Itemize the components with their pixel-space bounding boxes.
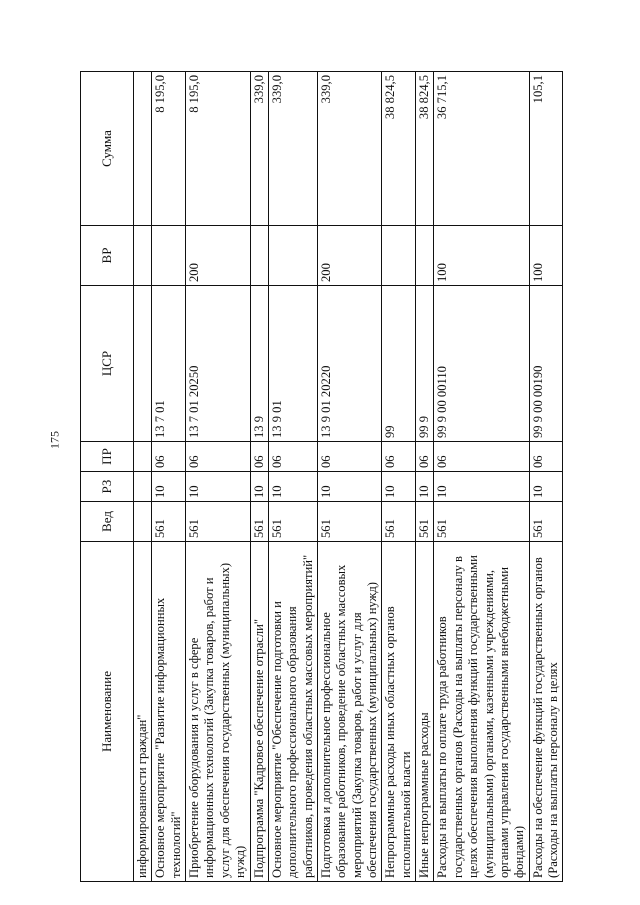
header-rz: РЗ <box>81 472 134 502</box>
cell-pr: 06 <box>268 442 317 472</box>
cell-pr: 06 <box>317 442 381 472</box>
cell-ved: 561 <box>529 502 563 542</box>
cell-rz <box>134 472 152 502</box>
table-row <box>317 72 381 882</box>
cell-sum: 105,1 <box>529 72 563 226</box>
cell-name: Непрограммные расходы иных областных органов исполнительной власти <box>382 542 416 882</box>
table-row <box>268 72 317 882</box>
cell-sum: 8 195,0 <box>152 72 186 226</box>
table-row <box>186 72 250 882</box>
cell-rz: 10 <box>152 472 186 502</box>
cell-csr: 99 <box>382 286 416 442</box>
cell-ved: 561 <box>416 502 434 542</box>
cell-csr: 13 7 01 <box>152 286 186 442</box>
cell-pr: 06 <box>250 442 268 472</box>
cell-name: Основное мероприятие "Развитие информационных технологий" <box>152 542 186 882</box>
table-row <box>382 72 416 882</box>
cell-name: Иные непрограммные расходы <box>416 542 434 882</box>
cell-csr <box>134 286 152 442</box>
cell-rz: 10 <box>416 472 434 502</box>
cell-vr <box>382 226 416 286</box>
cell-ved: 561 <box>186 502 250 542</box>
table-row <box>250 72 268 882</box>
cell-rz: 10 <box>529 472 563 502</box>
page-number: 175 <box>47 431 62 449</box>
cell-ved: 561 <box>152 502 186 542</box>
cell-rz: 10 <box>382 472 416 502</box>
cell-name: Приобретение оборудования и услуг в сфере информационных технологий (Закупка товаров, работ и услуг для обеспечения государственных (муниципальных) нужд) <box>186 542 250 882</box>
cell-vr <box>152 226 186 286</box>
table-header-row <box>81 72 134 882</box>
cell-csr: 99 9 00 00190 <box>529 286 563 442</box>
cell-csr: 13 9 01 20220 <box>317 286 381 442</box>
cell-pr <box>134 442 152 472</box>
header-name: Наименование <box>81 542 134 882</box>
cell-sum: 38 824,5 <box>382 72 416 226</box>
cell-csr: 13 7 01 20250 <box>186 286 250 442</box>
cell-vr: 200 <box>186 226 250 286</box>
cell-csr: 99 9 <box>416 286 434 442</box>
cell-name: Основное мероприятие "Обеспечение подготовки и дополнительного профессионального образования работников, проведения областных массовых мероприятий" <box>268 542 317 882</box>
cell-rz: 10 <box>434 472 529 502</box>
table-row <box>416 72 434 882</box>
budget-table-container <box>80 72 608 882</box>
cell-vr <box>134 226 152 286</box>
cell-vr <box>250 226 268 286</box>
cell-vr: 200 <box>317 226 381 286</box>
header-vr: ВР <box>81 226 134 286</box>
cell-csr: 99 9 00 00110 <box>434 286 529 442</box>
cell-ved: 561 <box>250 502 268 542</box>
table-row <box>134 72 152 882</box>
cell-vr: 100 <box>529 226 563 286</box>
cell-sum: 36 715,1 <box>434 72 529 226</box>
cell-rz: 10 <box>250 472 268 502</box>
cell-ved: 561 <box>434 502 529 542</box>
header-pr: ПР <box>81 442 134 472</box>
cell-ved <box>134 502 152 542</box>
cell-pr: 06 <box>186 442 250 472</box>
cell-sum: 339,0 <box>250 72 268 226</box>
cell-name: Подпрограмма "Кадровое обеспечение отрасли" <box>250 542 268 882</box>
table-row <box>529 72 563 882</box>
cell-name: информированности граждан" <box>134 542 152 882</box>
cell-vr <box>416 226 434 286</box>
cell-sum: 8 195,0 <box>186 72 250 226</box>
table-row <box>152 72 186 882</box>
cell-sum: 38 824,5 <box>416 72 434 226</box>
table-row <box>434 72 529 882</box>
cell-csr: 13 9 <box>250 286 268 442</box>
header-sum: Сумма <box>81 72 134 226</box>
cell-rz: 10 <box>268 472 317 502</box>
cell-pr: 06 <box>152 442 186 472</box>
cell-name: Расходы на обеспечение функций государственных органов (Расходы на выплаты персоналу в целях <box>529 542 563 882</box>
budget-table <box>80 71 563 882</box>
cell-csr: 13 9 01 <box>268 286 317 442</box>
cell-sum: 339,0 <box>268 72 317 226</box>
cell-pr: 06 <box>382 442 416 472</box>
cell-ved: 561 <box>382 502 416 542</box>
cell-ved: 561 <box>268 502 317 542</box>
cell-vr: 100 <box>434 226 529 286</box>
cell-rz: 10 <box>186 472 250 502</box>
cell-rz: 10 <box>317 472 381 502</box>
cell-pr: 06 <box>434 442 529 472</box>
cell-name: Подготовка и дополнительное профессиональное образование работников, проведение областных массовых мероприятий (Закупка товаров, работ и услуг для обеспечения государственных (муниципальных) нужд) <box>317 542 381 882</box>
cell-vr <box>268 226 317 286</box>
cell-ved: 561 <box>317 502 381 542</box>
cell-sum <box>134 72 152 226</box>
header-ved: Вед <box>81 502 134 542</box>
cell-sum: 339,0 <box>317 72 381 226</box>
cell-name: Расходы на выплаты по оплате труда работников государственных органов (Расходы на выплаты персоналу в целях обеспечения выполнения функций государственными (муниципальными) органами, казенными учреждениями, органами управления государственными внебюджетными фондами) <box>434 542 529 882</box>
cell-pr: 06 <box>529 442 563 472</box>
header-csr: ЦСР <box>81 286 134 442</box>
cell-pr: 06 <box>416 442 434 472</box>
